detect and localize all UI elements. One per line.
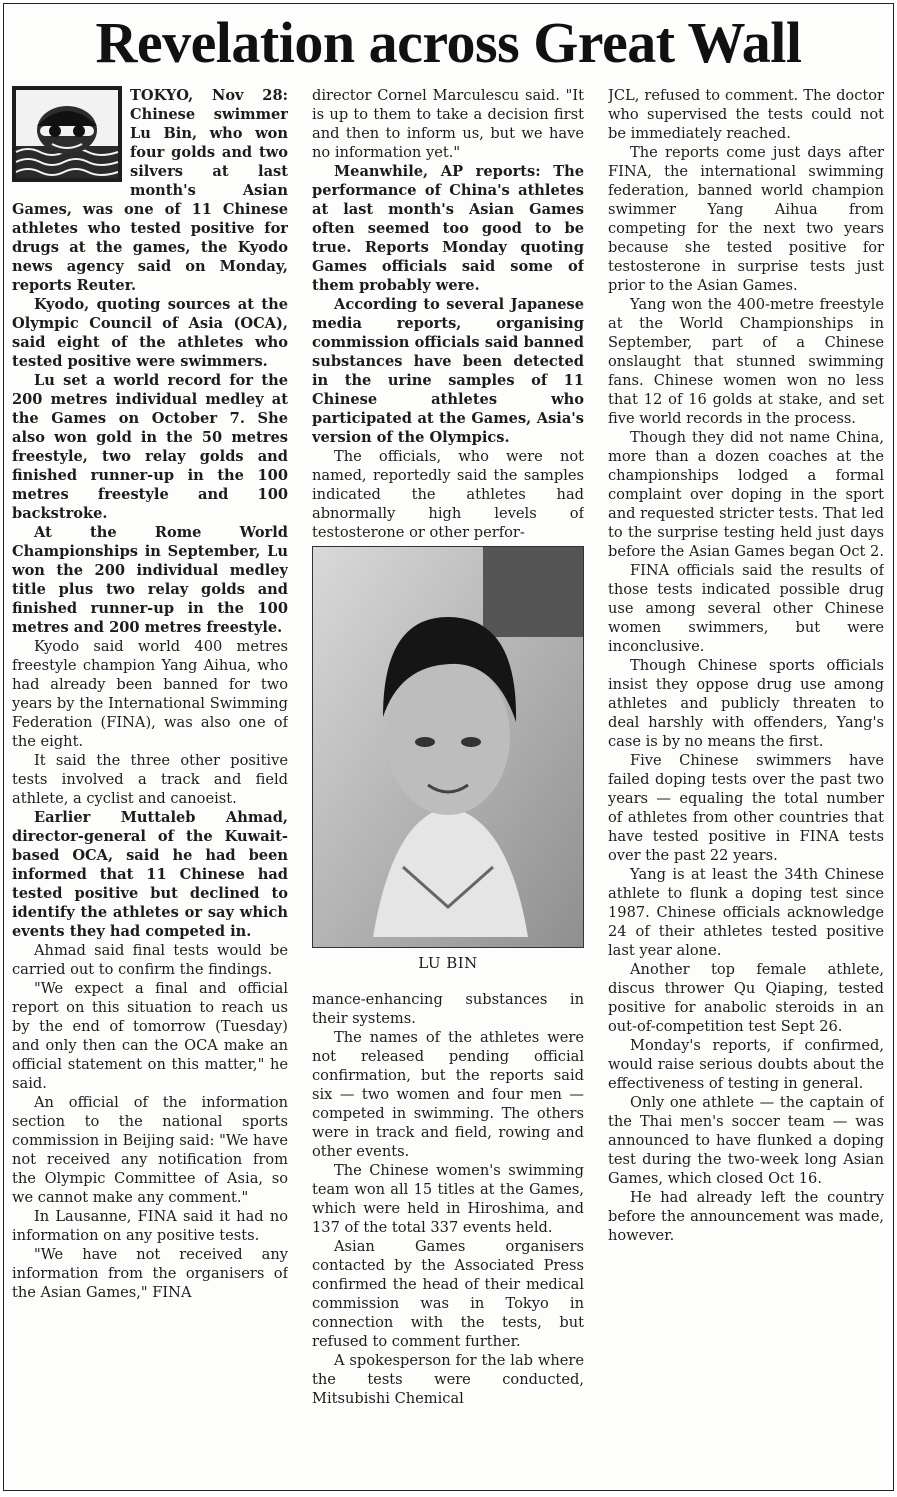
paragraph: Kyodo, quoting sources at the Olympic Council of Asia (OCA), said eight of the athletes who tested positive were swimmers. xyxy=(12,296,288,370)
athlete-photo xyxy=(312,546,584,948)
paragraph: According to several Japanese media reports, organising commission officials said banned substances have been detected in the urine samples of 11 Chinese athletes who participated at the Games, Asia's version of the Olympics. xyxy=(312,296,584,446)
paragraph: It said the three other positive tests involved a track and field athlete, a cyclist and canoeist. xyxy=(12,752,288,807)
article-column-3 xyxy=(608,86,884,1486)
paragraph: Kyodo said world 400 metres freestyle champion Yang Aihua, who had already been banned for two years by the International Swimming Federation (FINA), was also one of the eight. xyxy=(12,638,288,750)
paragraph: A spokesperson for the lab where the tests were conducted, Mitsubishi Chemical xyxy=(312,1352,584,1407)
paragraph: He had already left the country before the announcement was made, however. xyxy=(608,1189,884,1244)
paragraph: Yang won the 400-metre freestyle at the World Championships in September, part of a Chinese onslaught that stunned swimming fans. Chinese women won no less that 12 of 16 golds at stake, and set five world records in the process. xyxy=(608,296,884,427)
newspaper-clipping xyxy=(3,3,894,1491)
paragraph: At the Rome World Championships in September, Lu won the 200 individual medley title plus two relay golds and finished runner-up in the 100 metres and 200 metres freestyle. xyxy=(12,524,288,636)
paragraph: The Chinese women's swimming team won all 15 titles at the Games, which were held in Hiroshima, and 137 of the total 337 events held. xyxy=(312,1162,584,1236)
swimmer-goggles-icon xyxy=(12,86,122,182)
photo-caption: LU BIN xyxy=(418,954,478,972)
paragraph: Five Chinese swimmers have failed doping tests over the past two years — equaling the total number of athletes from other countries that have tested positive in FINA tests over the past 22 years. xyxy=(608,752,884,864)
paragraph: Lu set a world record for the 200 metres individual medley at the Games on October 7. She also won gold in the 50 metres freestyle, two relay golds and finished runner-up in the 100 metres freestyle and 100 backstroke. xyxy=(12,372,288,522)
paragraph: Only one athlete — the captain of the Thai men's soccer team — was announced to have flunked a doping test during the two-week long Asian Games, which closed Oct 16. xyxy=(608,1094,884,1187)
paragraph: Meanwhile, AP reports: The performance of China's athletes at last month's Asian Games often seemed too good to be true. Reports Monday quoting Games officials said some of them probably were. xyxy=(312,163,584,294)
headline: Revelation across Great Wall xyxy=(95,10,802,75)
paragraph: An official of the information section to the national sports commission in Beijing said: "We have not received any notification from the Olympic Committee of Asia, so we cannot make any comment." xyxy=(12,1094,288,1206)
paragraph: "We have not received any information from the organisers of the Asian Games," FINA xyxy=(12,1246,288,1301)
paragraph: Another top female athlete, discus thrower Qu Qiaping, tested positive for anabolic steroids in an out-of-competition test Sept 26. xyxy=(608,961,884,1035)
paragraph: Asian Games organisers contacted by the Associated Press confirmed the head of their medical commission was in Tokyo in connection with the tests, but refused to comment further. xyxy=(312,1238,584,1350)
paragraph: Monday's reports, if confirmed, would raise serious doubts about the effectiveness of testing in general. xyxy=(608,1037,884,1092)
paragraph: Yang is at least the 34th Chinese athlete to flunk a doping test since 1987. Chinese officials acknowledge 24 of their athletes tested positive last year alone. xyxy=(608,866,884,959)
paragraph: The names of the athletes were not released pending official confirmation, but the reports said six — two women and four men —competed in swimming. The others were in track and field, rowing and other events. xyxy=(312,1029,584,1160)
paragraph: FINA officials said the results of those tests indicated possible drug use among several other Chinese women swimmers, but were inconclusive. xyxy=(608,562,884,655)
paragraph: Though they did not name China, more than a dozen coaches at the championships lodged a formal complaint over doping in the sport and requested stricter tests. That led to the surprise testing held just days before the Asian Games began Oct 2. xyxy=(608,429,884,560)
paragraph: "We expect a final and official report on this situation to reach us by the end of tomorrow (Tuesday) and only then can the OCA make an official statement on this matter," he said. xyxy=(12,980,288,1092)
paragraph: TOKYO, Nov 28: Chinese swimmer Lu Bin, who won four golds and two silvers at last month's Asian Games, was one of 11 Chinese athletes who tested positive for drugs at the games, the Kyodo news agency said on Monday, reports Reuter. xyxy=(12,87,288,294)
paragraph: The reports come just days after FINA, the international swimming federation, banned world champion swimmer Yang Aihua from competing for the next two years because she tested positive for testosterone in surprise tests just prior to the Asian Games. xyxy=(608,144,884,294)
paragraph: Ahmad said final tests would be carried out to confirm the findings. xyxy=(12,942,288,978)
paragraph: In Lausanne, FINA said it had no information on any positive tests. xyxy=(12,1208,288,1244)
paragraph: Earlier Muttaleb Ahmad, director-general of the Kuwait-based OCA, said he had been informed that 11 Chinese had tested positive but declined to identify the athletes or say which events they had competed in. xyxy=(12,809,288,940)
paragraph: mance-enhancing substances in their systems. xyxy=(312,991,584,1027)
photo-figure xyxy=(312,546,584,986)
paragraph: Though Chinese sports officials insist they oppose drug use among athletes and publicly threaten to deal harshly with offenders, Yang's case is by no means the first. xyxy=(608,657,884,750)
paragraph: director Cornel Marculescu said. "It is up to them to take a decision first and then to inform us, but we have no information yet." xyxy=(312,87,584,161)
article-column-2 xyxy=(312,86,584,1486)
paragraph: The officials, who were not named, reportedly said the samples indicated the athletes had abnormally high levels of testosterone or other perfor- xyxy=(312,448,584,541)
paragraph: JCL, refused to comment. The doctor who supervised the tests could not be immediately reached. xyxy=(608,87,884,142)
article-column-1 xyxy=(12,86,288,1486)
